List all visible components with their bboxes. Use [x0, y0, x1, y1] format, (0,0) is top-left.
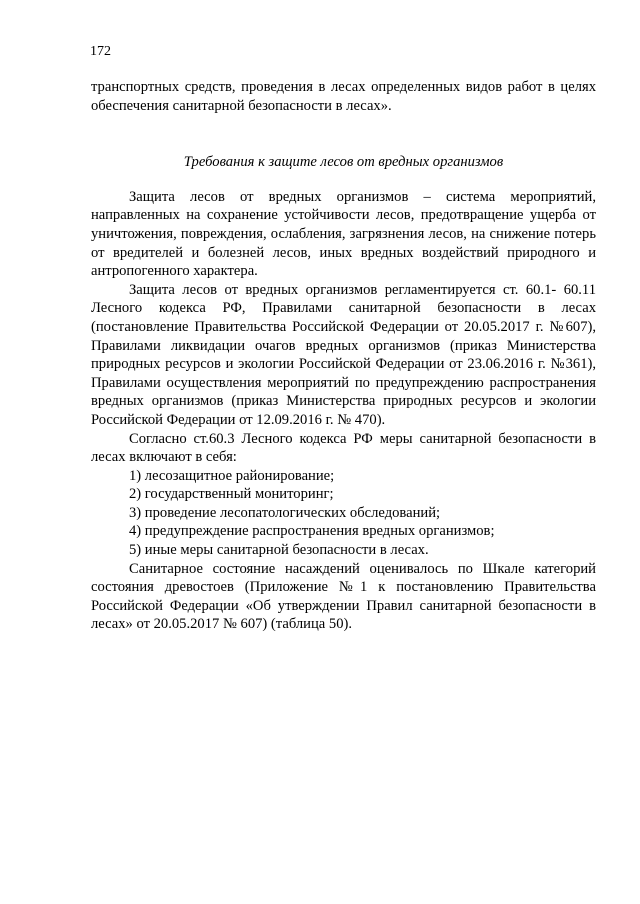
- paragraph-regulation: Защита лесов от вредных организмов регламентируется ст. 60.1- 60.11 Лесного кодекса РФ, Правилами санитарной безопасности в лесах (постановление Правительства Российской Федерации от 20.05.2017 г. №607), Правилами ликвидации очагов вредных организмов (приказ Министерства природных ресурсов и экологии Российской Федерации от 23.06.2016 г. №361), Правилами осуществления мероприятий по предупреждению распространения вредных организмов (приказ Министерства природных ресурсов и экологии Российской Федерации от 12.09.2016 г. № 470).: [91, 281, 596, 428]
- page-number: 172: [90, 44, 111, 59]
- paragraph-definition: Защита лесов от вредных организмов – система мероприятий, направленных на сохранение устойчивости лесов, предотвращение ущерба от уничтожения, повреждения, ослабления, загрязнения лесов, на снижение потерь от вредителей и болезней лесов, иных вредных воздействий природного и антропогенного характера.: [91, 188, 596, 280]
- list-item: 4) предупреждение распространения вредных организмов;: [129, 523, 495, 540]
- paragraph-measures-intro: Согласно ст.60.3 Лесного кодекса РФ меры санитарной безопасности в лесах включают в себя:: [91, 430, 596, 466]
- section-heading: Требования к защите лесов от вредных организмов: [183, 154, 504, 171]
- page-content: [91, 78, 596, 634]
- paragraph-sanitary-state: Санитарное состояние насаждений оценивалось по Шкале категорий состояния древостоев (Приложение №1 к постановлению Правительства Российской Федерации «Об утверждении Правил санитарной безопасности в лесах» от 20.05.2017 № 607) (таблица 50).: [91, 560, 596, 633]
- list-item: 5) иные меры санитарной безопасности в лесах.: [129, 542, 429, 559]
- continuation-paragraph: транспортных средств, проведения в лесах определенных видов работ в целях обеспечения санитарной безопасности в лесах».: [91, 79, 596, 114]
- list-item: 3) проведение лесопатологических обследований;: [129, 504, 441, 521]
- list-item: 1) лесозащитное районирование;: [129, 467, 335, 484]
- measures-list: [91, 467, 596, 560]
- list-item: 2) государственный мониторинг;: [129, 486, 334, 503]
